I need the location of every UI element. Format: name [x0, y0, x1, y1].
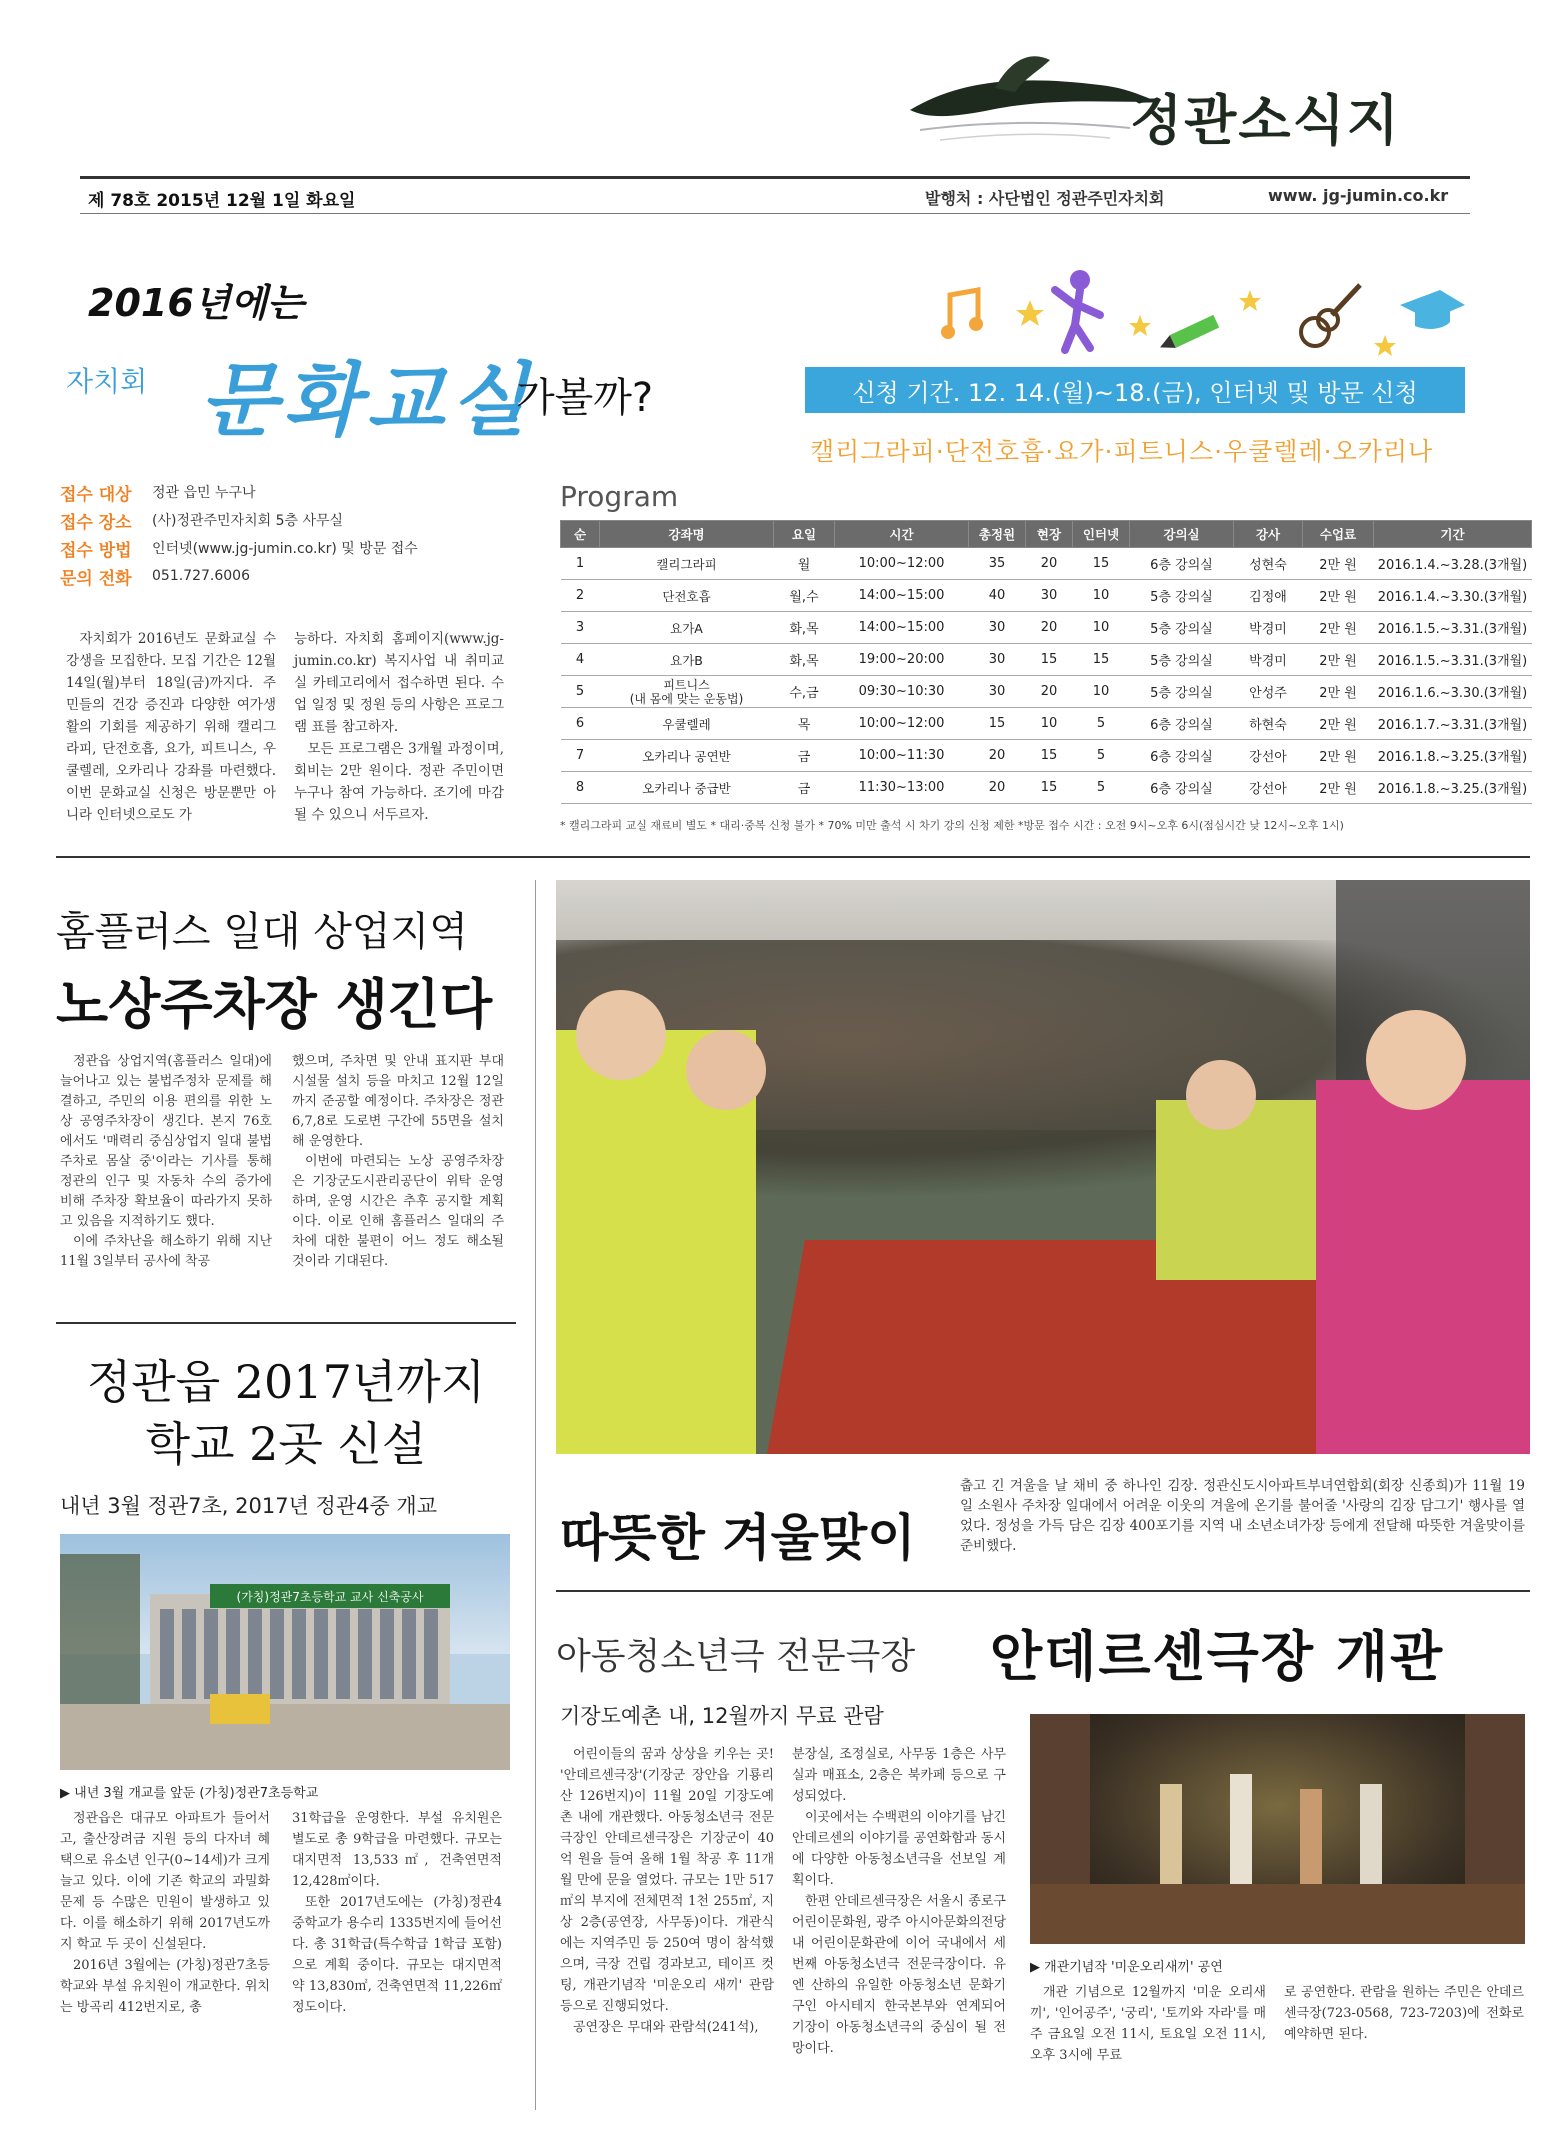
school-title-1: 정관읍 2017년까지 [86, 1355, 486, 1409]
table-cell: 단전호흡 [600, 580, 774, 612]
decor-icons [940, 260, 1470, 360]
table-cell: 14:00~15:00 [835, 580, 969, 612]
info-row: 접수 대상 정관 읍민 누구나 [60, 484, 256, 505]
table-cell: 20 [969, 740, 1026, 772]
star-icon [1239, 290, 1261, 311]
table-cell: 10:00~12:00 [835, 708, 969, 740]
masthead [0, 0, 1548, 180]
school-caption: ▶ 내년 3월 개교를 앞둔 (가칭)정관7초등학교 [60, 1786, 319, 1801]
info-block [60, 478, 520, 590]
table-cell: 강선아 [1234, 772, 1303, 804]
school-subtitle: 내년 3월 정관7초, 2017년 정관4중 개교 [60, 1494, 438, 1518]
site-url[interactable]: www. jg-jumin.co.kr [1268, 186, 1449, 205]
table-row [561, 708, 1532, 740]
table-cell: 화,목 [774, 612, 835, 644]
table-note: * 캘리그라피 교실 재료비 별도 * 대리·중복 신청 불가 * 70% 미만 출석 시 차기 강의 신청 제한 *방문 접수 시간 : 오전 9시~오후 6시(점심시간 낮 12시~오후 1시) [560, 819, 1344, 832]
school-photo [60, 1534, 510, 1770]
table-cell: 2016.1.8.~3.25.(3개월) [1374, 772, 1532, 804]
table-cell: 30 [969, 676, 1026, 708]
table-cell: 09:30~10:30 [835, 676, 969, 708]
table-cell: 15 [1026, 644, 1073, 676]
table-cell: 2016.1.7.~3.31.(3개월) [1374, 708, 1532, 740]
table-cell: 5층 강의실 [1130, 580, 1234, 612]
table-cell: 2 [561, 580, 600, 612]
table-cell: 14:00~15:00 [835, 612, 969, 644]
info-row: 접수 방법 인터넷(www.jg-jumin.co.kr) 및 방문 접수 [60, 540, 418, 561]
culture-body-col2: 능하다. 자치회 홈페이지(www.jg-jumin.co.kr) 복지사업 내 취미교실 카테고리에서 접수하면 된다. 수업 일정 및 정원 등의 사항은 프로그램 표를 참고하자. 모든 프로그램은 3개월 과정이며, 회비는 2만 원이다. 정관 주민이면 누구나 참여 가능하다. 조기에 마감될 수 있으니 서두르자. [294, 631, 504, 823]
table-cell: 김정애 [1234, 580, 1303, 612]
table-cell: 2만 원 [1303, 612, 1374, 644]
table-cell: 5 [561, 676, 600, 708]
table-cell: 10 [1073, 580, 1130, 612]
table-cell: 오카리나 공연반 [600, 740, 774, 772]
table-row [561, 612, 1532, 644]
table-cell: 2016.1.6.~3.30.(3개월) [1374, 676, 1532, 708]
table-cell: 박경미 [1234, 612, 1303, 644]
program-table-body [561, 548, 1532, 804]
table-cell: 15 [1073, 644, 1130, 676]
table-cell: 피트니스 (내 몸에 맞는 운동법) [600, 676, 774, 708]
culture-post-title: 가볼까? [516, 375, 654, 421]
table-cell: 5 [1073, 740, 1130, 772]
table-row [561, 676, 1532, 708]
table-cell: 2016.1.5.~3.31.(3개월) [1374, 612, 1532, 644]
table-cell: 성현숙 [1234, 548, 1303, 580]
table-cell: 30 [1026, 580, 1073, 612]
parking-col1: 정관읍 상업지역(홈플러스 일대)에 늘어나고 있는 불법주정차 문제를 해결하고, 주민의 이용 편의를 위한 노상 공영주차장이 생긴다. 본지 76호에서도 '매력리 중심상업지 일대 불법주차로 몸살 중'이라는 기사를 통해 정관의 인구 및 자동차 수의 증가에 비해 주차장 확보율이 따라가지 못하고 있음을 지적하기도 했다. 이에 주차난을 해소하기 위해 지난 11월 3일부터 공사에 착공 [60, 1054, 272, 1269]
kimjang-caption: 춥고 긴 겨울을 날 채비 중 하나인 김장. 정관신도시아파트부녀연합회(회장 신종희)가 11월 19일 소원사 주차장 일대에서 어려운 이웃의 겨울에 온기를 불어줄 '사랑의 김장 담그기' 행사를 열었다. 정성을 가득 담은 김장 400포기를 지역 내 소년소녀가장 등에게 전달해 따뜻한 겨울맞이를 준비했다. [960, 1478, 1525, 1554]
table-cell: 10:00~11:30 [835, 740, 969, 772]
info-row: 접수 장소 (사)정관주민자치회 5층 사무실 [60, 512, 344, 533]
table-cell: 5층 강의실 [1130, 676, 1234, 708]
parking-title-1: 홈플러스 일대 상업지역 [56, 909, 468, 955]
guitar-icon [1301, 285, 1360, 346]
table-cell: 금 [774, 772, 835, 804]
table-cell: 7 [561, 740, 600, 772]
table-cell: 화,목 [774, 644, 835, 676]
table-cell: 6층 강의실 [1130, 708, 1234, 740]
table-cell: 2016.1.8.~3.25.(3개월) [1374, 740, 1532, 772]
star-icon [1374, 335, 1396, 356]
theater-col3: 개관 기념으로 12월까지 '미운 오리새끼', '인어공주', '궁리', '토끼와 자라'를 매주 금요일 오전 11시, 토요일 오전 11시, 오후 3시에 무료 [1030, 1985, 1266, 2063]
star-icon [1129, 315, 1151, 336]
graduation-cap-icon [1400, 290, 1465, 329]
school-col1: 정관읍은 대규모 아파트가 들어서고, 출산장려금 지원 등의 다자녀 혜택으로 유소년 인구(0~14세)가 크게 늘고 있다. 이에 기존 학교의 과밀화 문제 등 수많은 민원이 발생하고 있다. 이를 해소하기 위해 2017년도까지 학교 두 곳이 신설된다. 2016년 3월에는 (가칭)정관7초등학교와 부설 유치원이 개교한다. 위치는 방곡리 412번지로, 총 [60, 1811, 270, 2015]
table-cell: 5 [1073, 772, 1130, 804]
table-cell: 15 [1073, 548, 1130, 580]
table-cell: 캘리그라피 [600, 548, 774, 580]
table-cell: 10 [1073, 612, 1130, 644]
table-cell: 6층 강의실 [1130, 772, 1234, 804]
table-row [561, 740, 1532, 772]
theater-photo [1030, 1714, 1525, 1944]
table-cell: 2만 원 [1303, 676, 1374, 708]
table-cell: 6 [561, 708, 600, 740]
table-cell: 5층 강의실 [1130, 612, 1234, 644]
table-cell: 19:00~20:00 [835, 644, 969, 676]
subjects-line: 캘리그라피·단전호흡·요가·피트니스·우쿨렐레·오카리나 [810, 437, 1434, 466]
table-cell: 월 [774, 548, 835, 580]
school-col2: 31학급을 운영한다. 부설 유치원은 별도로 총 9학급을 마련했다. 규모는 대지면적 13,533㎡, 건축연면적 12,428㎡이다. 또한 2017년도에는 (가칭)정관4중학교가 용수리 1335번지에 들어선다. 총 31학급(특수학급 1학급 포함)으로 계획 중이다. 규모는 대지면적 약 13,830㎡, 건축연면적 11,226㎡ 정도이다. [292, 1811, 502, 2015]
program-table [560, 520, 1532, 804]
theater-photo-caption: ▶ 개관기념작 '미운오리새끼' 공연 [1030, 1960, 1223, 1975]
table-header-row: 순 강좌명 요일 시간 총정원 현장 인터넷 강의실 강사 수업료 기간 [561, 521, 1532, 548]
table-cell: 3 [561, 612, 600, 644]
table-cell: 35 [969, 548, 1026, 580]
table-cell: 안성주 [1234, 676, 1303, 708]
culture-body-col1: 자치회가 2016년도 문화교실 수강생을 모집한다. 모집 기간은 12월 14일(월)부터 18일(금)까지다. 주민들의 건강 증진과 다양한 여가생활의 기회를 제공하기 위해 캘리그라피, 단전호흡, 요가, 피트니스, 우쿨렐레, 오카리나 강좌를 마련했다. 이번 문화교실 신청은 방문뿐만 아니라 인터넷으로도 가 [66, 631, 276, 823]
table-cell: 강선아 [1234, 740, 1303, 772]
theater-subtitle: 기장도예촌 내, 12월까지 무료 관람 [560, 1704, 884, 1728]
table-cell: 5 [1073, 708, 1130, 740]
table-cell: 10 [1073, 676, 1130, 708]
table-cell: 요가B [600, 644, 774, 676]
masthead-title: 정관소식지 [1130, 89, 1401, 152]
table-cell: 월,수 [774, 580, 835, 612]
table-cell: 6층 강의실 [1130, 740, 1234, 772]
table-cell: 금 [774, 740, 835, 772]
table-cell: 2만 원 [1303, 740, 1374, 772]
table-cell: 20 [1026, 548, 1073, 580]
table-cell: 박경미 [1234, 644, 1303, 676]
table-cell: 우쿨렐레 [600, 708, 774, 740]
table-row [561, 772, 1532, 804]
table-cell: 2만 원 [1303, 644, 1374, 676]
program-label: Program [560, 480, 679, 513]
theater-title-a: 아동청소년극 전문극장 [556, 1636, 916, 1677]
school-title-2: 학교 2곳 신설 [145, 1417, 427, 1471]
table-cell: 2만 원 [1303, 580, 1374, 612]
table-cell: 40 [969, 580, 1026, 612]
table-row [561, 548, 1532, 580]
table-cell: 30 [969, 612, 1026, 644]
table-cell: 1 [561, 548, 600, 580]
kimjang-headline: 따뜻한 겨울맞이 [560, 1508, 916, 1567]
star-icon [1016, 300, 1044, 326]
table-cell: 수,금 [774, 676, 835, 708]
music-note-icon [941, 290, 983, 339]
table-cell: 15 [969, 708, 1026, 740]
table-cell: 2만 원 [1303, 772, 1374, 804]
table-cell: 오카리나 중급반 [600, 772, 774, 804]
table-row [561, 644, 1532, 676]
table-cell: 요가A [600, 612, 774, 644]
issue-line: 제 78호 2015년 12월 1일 화요일 [88, 191, 356, 211]
table-cell: 4 [561, 644, 600, 676]
table-cell: 2만 원 [1303, 708, 1374, 740]
table-cell: 6층 강의실 [1130, 548, 1234, 580]
school-sign: (가칭)정관7초등학교 교사 신축공사 [210, 1584, 450, 1608]
culture-big-title: 문화교실 [200, 354, 534, 447]
table-cell: 10 [1026, 708, 1073, 740]
theater-title-b: 안데르센극장 개관 [990, 1625, 1445, 1688]
table-cell: 15 [1026, 740, 1073, 772]
table-cell: 5층 강의실 [1130, 644, 1234, 676]
table-cell: 2만 원 [1303, 548, 1374, 580]
table-cell: 15 [1026, 772, 1073, 804]
table-cell: 2016.1.4.~3.30.(3개월) [1374, 580, 1532, 612]
table-cell: 20 [969, 772, 1026, 804]
period-banner [805, 367, 1465, 413]
table-cell: 30 [969, 644, 1026, 676]
table-cell: 10:00~12:00 [835, 548, 969, 580]
table-cell: 하현숙 [1234, 708, 1303, 740]
theater-col1: 어린이들의 꿈과 상상을 키우는 곳! '안데르센극장'(기장군 장안읍 기룡리 산 126번지)이 11월 20일 기장도예촌 내에 개관했다. 아동청소년극 전문극장인 안데르센극장은 기장군이 40억 원을 들여 올해 1월 착공 후 11개월 만에 문을 열었다. 규모는 1만 517㎡의 부지에 전체면적 1천 255㎡, 지상 2층(공연장, 사무동)이다. 개관식에는 지역주민 등 250여 명이 참석했으며, 극장 건립 경과보고, 테이프 컷팅, 개관기념작 '미운오리 새끼' 관람 등으로 진행되었다. 공연장은 무대와 관람석(241석), [560, 1747, 774, 2035]
pencil-icon [1157, 315, 1219, 354]
period-banner-text: 신청 기간. 12. 14.(월)~18.(금), 인터넷 및 방문 신청 [852, 378, 1418, 407]
parking-col2: 했으며, 주차면 및 안내 표지판 부대시설물 설치 등을 마치고 12월 12일까지 준공할 예정이다. 주차장은 정관 6,7,8로 도로변 구간에 55면을 설치해 운영한다. 이번에 마련되는 노상 공영주차장은 기장군도시관리공단이 위탁 운영하며, 운영 시간은 추후 공지할 계획이다. 이로 인해 홈플러스 일대의 주차에 대한 불편이 어느 정도 해소될 것이라 기대된다. [292, 1054, 504, 1269]
culture-kicker: 2016년에는 [88, 281, 304, 325]
table-cell: 8 [561, 772, 600, 804]
kimjang-photo [556, 880, 1530, 1454]
parking-title-2: 노상주차장 생긴다 [56, 972, 493, 1036]
theater-col2: 분장실, 조정실로, 사무동 1층은 사무실과 매표소, 2층은 북카페 등으로 구성되었다. 이곳에서는 수백편의 이야기를 남긴 안데르센의 이야기를 공연화함과 동시에 다양한 아동청소년극을 선보일 계획이다. 한편 안데르센극장은 서울시 종로구 어린이문화원, 광주 아시아문화의전당 내 어린이문화관에 이어 국내에서 세 번째 아동청소년극 전문극장이다. 유엔 산하의 유일한 아동청소년 문화기구인 아시테지 한국본부와 연계되어 기장이 아동청소년극의 중심이 될 전망이다. [792, 1747, 1006, 2056]
table-cell: 20 [1026, 612, 1073, 644]
dancer-icon [1055, 270, 1100, 350]
table-cell: 목 [774, 708, 835, 740]
table-row [561, 580, 1532, 612]
theater-col4: 로 공연한다. 관람을 원하는 주민은 안데르센극장(723-0568, 723-7203)에 전화로 예약하면 된다. [1284, 1985, 1524, 2042]
table-cell: 2016.1.5.~3.31.(3개월) [1374, 644, 1532, 676]
table-cell: 2016.1.4.~3.28.(3개월) [1374, 548, 1532, 580]
table-cell: 20 [1026, 676, 1073, 708]
table-cell: 11:30~13:00 [835, 772, 969, 804]
info-row: 문의 전화 051.727.6006 [60, 568, 250, 589]
culture-pre-title: 자치회 [66, 365, 148, 398]
publisher: 발행처 : 사단법인 정관주민자치회 [925, 189, 1165, 208]
